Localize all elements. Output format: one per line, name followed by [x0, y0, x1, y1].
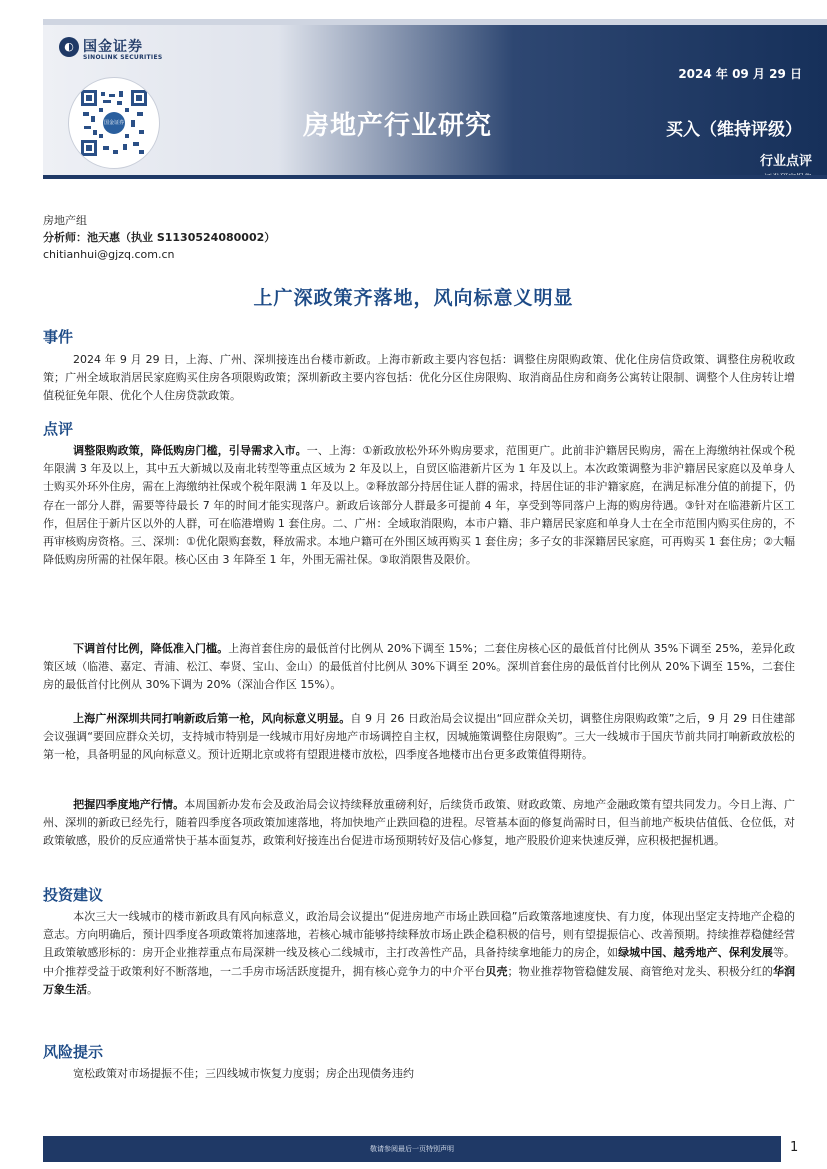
- header-top-bar: [43, 19, 827, 25]
- logo-name-cn: 国金证券: [83, 39, 143, 55]
- footer-disclaimer: 敬请参阅最后一页特别声明: [43, 1136, 781, 1162]
- comment-4-text: 本周国新办发布会及政治局会议持续释放重磅利好，后续货币政策、财政政策、房地产金融政策有望共同发力。今日上海、广州、深圳的新政已经先行，随着四季度各项政策加速落地，将加快地产止跌回稳的进程。尽管基本面的修复尚需时日，但当前地产板块估值低、仓位低，对政策敏感，股价的反应通常快于基本面复苏，政策利好接连出台促进市场预期转好及信心修复，地产股股价迎来快速反弹，应积极把握机遇。: [43, 798, 795, 848]
- comment-1-lead: 调整限购政策，降低购房门槛，引导需求入市。: [73, 444, 307, 457]
- page-number: 1: [790, 1140, 799, 1155]
- section-heading-comment: 点评: [43, 420, 74, 438]
- section-heading-advice: 投资建议: [43, 886, 104, 904]
- risk-text: 宽松政策对市场提振不佳；三四线城市恢复力度弱；房企出现债务违约: [73, 1067, 414, 1080]
- report-header: [43, 19, 827, 179]
- comment-3-text: 自 9 月 26 日政治局会议提出“回应群众关切，调整住房限购政策”之后，9 月 29 日住建部会议强调“要回应群众关切，支持城市特别是一线城市用好房地产市场调控自主权，因城施策调整住房限购”。三大一线城市于国庆节前共同打响新政放松的第一枪，具备明显的风向标意义。预计近期北京或将有望跟进楼市放松，四季度各地楼市出台更多政策值得期待。: [43, 712, 795, 762]
- report-title: 上广深政策齐落地，风向标意义明显: [253, 287, 574, 309]
- analyst-name: 分析师：池天惠（执业 S1130524080002）: [43, 231, 276, 244]
- advice-text-d: 。: [87, 982, 98, 996]
- comment-paragraph-3: [43, 710, 795, 765]
- advice-highlight-agency: 贝壳: [485, 964, 508, 978]
- advice-highlight-developers: 绿城中国、越秀地产、保利发展: [618, 946, 773, 960]
- sinolink-logo-icon: ◐: [59, 37, 79, 57]
- logo-name-en: SINOLINK SECURITIES: [83, 54, 163, 61]
- section-heading-risk: 风险提示: [43, 1043, 104, 1061]
- advice-text-b: 等。中介推荐受益于政策利好不断落地，一二手房市场活跃度提升，拥有核心竞争力的中介平台: [43, 946, 796, 978]
- team-name: 房地产组: [43, 214, 87, 227]
- advice-text-a: 本次三大一线城市的楼市新政具有风向标意义，政治局会议提出“促进房地产市场止跌回稳”后政策落地速度快、有力度，体现出坚定支持地产企稳的意志。方向明确后，预计四季度各项政策将加速落地，若核心城市能够持续释放市场止跌企稳积极的信号，则有望提振信心、改善预期。持续推荐稳健经营且政策敏感形标的：房开企业推荐重点布局深耕一线及核心二线城市，主打改善性产品，具备持续拿地能力的房企，如: [43, 910, 795, 960]
- section-heading-event: 事件: [43, 328, 74, 346]
- comment-4-lead: 把握四季度地产行情。: [73, 798, 185, 811]
- comment-paragraph-4: [43, 796, 795, 851]
- risk-paragraph: [43, 1065, 795, 1083]
- advice-paragraph: [43, 908, 795, 999]
- analyst-email[interactable]: chitianhui@gjzq.com.cn: [43, 248, 175, 261]
- comment-2-lead: 下调首付比例，降低准入门槛。: [73, 642, 229, 655]
- comment-2-text: 上海首套住房的最低首付比例从 20%下调至 15%；二套住房核心区的最低首付比例从 35%下调至 25%，差异化政策区域（临港、嘉定、青浦、松江、奉贤、宝山、金山）的最低首付比例从 30%下调至 20%。深圳首套住房的最低首付比例从 20%下调至 15%，二套住房的最低首付比例从 30%下调为 20%（深汕合作区 15%）。: [43, 642, 796, 692]
- report-type: 行业点评: [759, 154, 812, 169]
- comment-3-lead: 上海广州深圳共同打响新政后第一枪，风向标意义明显。: [73, 712, 351, 725]
- comment-1-text: 一、上海：①新政放松外环外购房要求，范围更广。此前非沪籍居民购房，需在上海缴纳社保或个税年限满 3 年及以上，其中五大新城以及南北转型等重点区域为 2 年及以上，自贸区临港新片区为 1 年及以上。本次政策调整为非沪籍居民家庭以及单身人士购买外环外住房，需在上海缴纳社保或个税年限满 1 年及以上。②释放部分持居住证人群的需求，持居住证的非沪籍家庭，在满足标准分值的前提下，仍存在一部分人群，需要等待最长 7 年的时间才能实现落户。新政后该部分人群最多可提前 4 年，享受到等同落户上海的购房待遇。③针对在临港新片区工作，但居住于新片区以外的人群，可在临港增购 1 套住房。二、广州：全域取消限购，本市户籍、非户籍居民家庭和单身人士在全市范围内购买住房的，不再审核购房资格。三、深圳：①优化限购套数，释放需求。本地户籍可在外围区域再购买 1 套住房；多子女的非深籍居民家庭，可再购买 1 套住房；②大幅降低购房所需的社保年限。核心区由 3 年降至 1 年，外围无需社保。③取消限售及限价。: [43, 444, 796, 567]
- advice-highlight-property: 华润万象生活: [43, 964, 796, 996]
- qr-center-badge: 国金证券: [103, 112, 125, 134]
- rating-label: 买入（维持评级）: [666, 120, 802, 140]
- page-footer: [0, 1136, 827, 1169]
- advice-text-c: ；物业推荐物管稳健发展、商管绝对龙头、积极分红的: [507, 964, 773, 978]
- comment-paragraph-1: [43, 442, 795, 569]
- qr-code: [68, 77, 160, 169]
- event-paragraph: [43, 351, 795, 406]
- event-text: 2024 年 9 月 29 日，上海、广州、深圳接连出台楼市新政。上海市新政主要内容包括：调整住房限购政策、优化住房信贷政策、调整住房税收政策；广州全域取消居民家庭购买住房各项限购政策；深圳新政主要内容包括：优化分区住房限购、取消商品住房和商务公寓转让限制、调整个人住房转让增值税征免年限、优化个人住房贷款政策。: [43, 353, 795, 403]
- header-bottom-bar: [43, 175, 827, 179]
- author-block: [43, 212, 275, 263]
- industry-title: 房地产行业研究: [303, 111, 493, 141]
- report-date: 2024 年 09 月 29 日: [678, 67, 802, 81]
- comment-paragraph-2: [43, 640, 795, 695]
